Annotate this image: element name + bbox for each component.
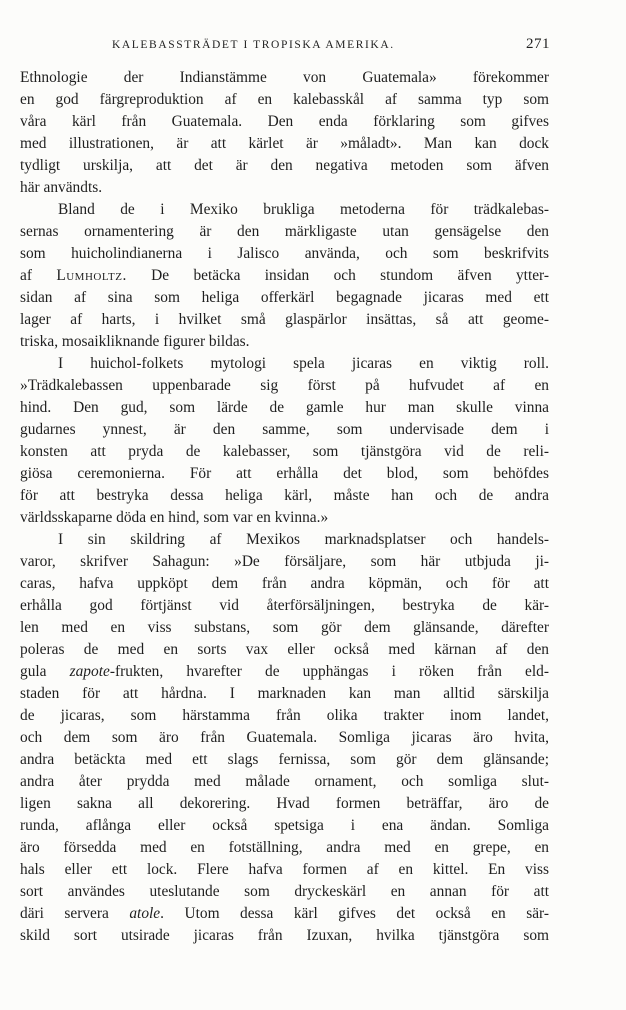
text-fragment: -frukten, hvarefter de upphängas i röken från eld- [109,663,549,680]
text-line: andra betäckta med ett slags fernissa, som gör dem glänsande; [20,751,549,768]
text-line: tydligt urskilja, att det är den negativa metoden som äfven [20,157,549,174]
text-line: lager af harts, i hvilket små glaspärlor insättas, så att geome- [20,311,549,328]
text-line: gudarnes ynnest, är den samme, som undervisade dem i [20,421,549,438]
text-line: äro försedda med en fotställning, andra med en grepe, en [20,839,549,856]
page-number: 271 [526,36,550,52]
text-line: caras, hafva uppköpt dem från andra köpmän, och för att [20,575,549,592]
text-line: staden för att hårdna. I marknaden kan man alltid särskilja [20,685,549,702]
text-line [20,903,549,925]
text-line [20,265,549,287]
text-line: runda, aflånga eller också spetsiga i ena ändan. Somliga [20,817,549,834]
running-title: KALEBASSTRÄDET I TROPISKA AMERIKA. [112,39,395,51]
text-line: hals eller ett lock. Flere hafva formen af en kittel. En viss [20,861,549,878]
text-line: poleras de med en sorts vax eller också med kärnan af den [20,641,549,658]
paragraph-start: Bland de i Mexiko brukliga metoderna för trädkalebas- [58,201,549,218]
text-fragment: . Utom dessa kärl gifves det också en sär- [160,905,549,922]
text-line: giösa ceremonierna. För att erhålla det blod, som behöfdes [20,465,549,482]
text-fragment: De betäcka insidan och stundom äfven ytter- [151,267,549,284]
page-header [20,36,550,53]
text-line: som huicholindianerna i Jalisco använda, och som beskrifvits [20,245,549,262]
author-name: Lumholtz. [56,267,127,284]
italic-term: zapote [69,663,110,680]
text-line: triska, mosaikliknande figurer bildas. [20,333,250,350]
text-line: konsten att pryda de kalebasser, som tjänstgöra vid de reli- [20,443,549,460]
text-line: en god färgreproduktion af en kalebasskål af samma typ som [20,91,549,108]
body-text [20,67,549,947]
text-line: sort användes uteslutande som dryckeskärl en annan för att [20,883,549,900]
text-line: sernas ornamentering är den märkligaste utan gensägelse den [20,223,549,240]
italic-term: atole [129,905,161,922]
text-fragment: däri servera [20,905,109,922]
text-line: len med en viss substans, som gör dem glänsande, därefter [20,619,549,636]
text-fragment: gula [20,663,47,680]
text-fragment: af [20,267,32,284]
text-line: varor, skrifver Sahagun: »De försäljare, som här utbjuda ji- [20,553,549,570]
paragraph-start: I sin skildring af Mexikos marknadsplatser och handels- [58,531,549,548]
text-line: hind. Den gud, som lärde de gamle hur man skulle vinna [20,399,549,416]
text-line: för att bestryka dessa heliga kärl, måste han och de andra [20,487,549,504]
text-line: sidan af sina som heliga offerkärl begagnade jicaras med ett [20,289,549,306]
paragraph-start: I huichol-folkets mytologi spela jicaras en viktig roll. [58,355,549,372]
text-line: »Trädkalebassen uppenbarade sig först på hufvudet af en [20,377,549,394]
text-line: och dem som äro från Guatemala. Somliga jicaras äro hvita, [20,729,549,746]
text-line: ligen sakna all dekorering. Hvad formen beträffar, äro de [20,795,549,812]
text-line: erhålla god förtjänst vid återförsäljningen, bestryka de kär- [20,597,549,614]
text-line: här användts. [20,179,103,196]
text-line: världsskaparne döda en hind, som var en kvinna.» [20,509,329,526]
text-line: med illustrationen, är att kärlet är »måladt». Man kan dock [20,135,549,152]
text-line: andra åter prydda med målade ornament, och somliga slut- [20,773,549,790]
text-line [20,661,549,683]
text-line: våra kärl från Guatemala. Den enda förklaring som gifves [20,113,549,130]
text-line: de jicaras, som härstamma från olika trakter inom landet, [20,707,549,724]
text-line: skild sort utsirade jicaras från Izuxan, hvilka tjänstgöra som [20,927,549,944]
text-line: Ethnologie der Indianstämme von Guatemala» förekommer [20,69,549,86]
